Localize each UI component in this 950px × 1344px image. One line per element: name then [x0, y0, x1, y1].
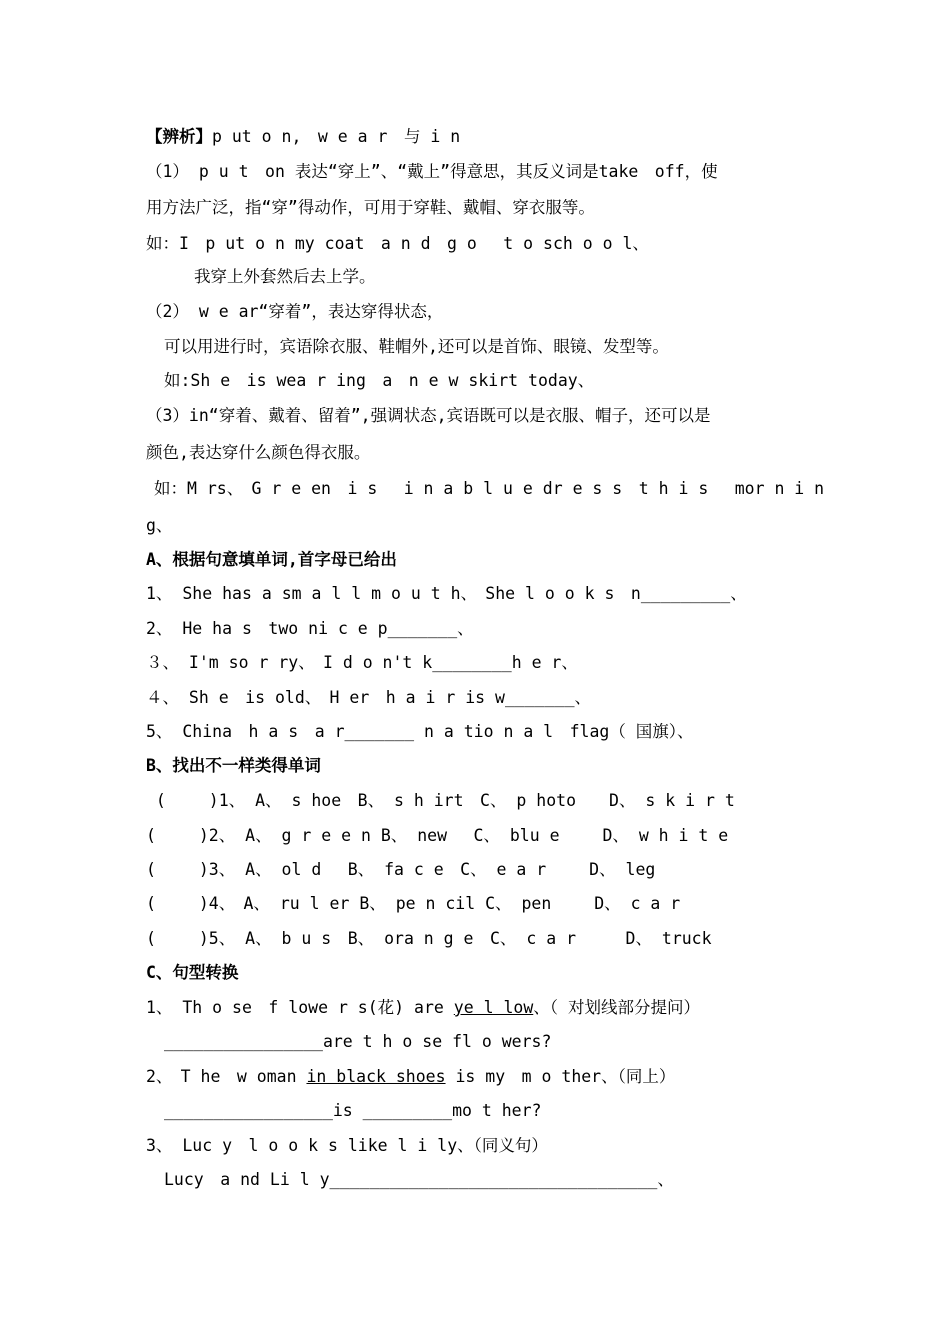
section-c-heading: C、句型转换: [146, 963, 239, 982]
section-b-item-2: ( )2、 A、 g r e e n B、 new C、 blu e D、 w h i t e: [146, 826, 729, 845]
section-b-heading: B、找出不一样类得单词: [146, 756, 321, 775]
example3-line2: g、: [146, 516, 173, 535]
section-c-question-2: [146, 1066, 675, 1088]
p3-line2: 颜色,表达穿什么颜色得衣服。: [146, 443, 371, 462]
section-c-answer-1: ________________are t h o se fl o wers?: [164, 1032, 552, 1051]
q2-instruction: is my m o ther、（同上）: [445, 1067, 676, 1086]
p1-line1: （1） p u t on 表达“穿上”、“戴上”得意思，其反义词是take off，使: [146, 162, 718, 181]
section-c-question-3: 3、 Luc y l o o k s like l i ly、（同义句）: [146, 1136, 548, 1155]
analysis-title: 【辨析】: [146, 127, 212, 146]
q1-instruction: 、（ 对划线部分提问）: [533, 998, 700, 1017]
section-a-item-3: ３、 I'm so r ry、 I d o n't k________h e r、: [146, 653, 578, 672]
q1-underlined: ye l low: [453, 998, 534, 1017]
q2-underlined: in black shoes: [306, 1067, 446, 1086]
analysis-title-rest: p ut o n, w e a r 与 i n: [212, 127, 461, 146]
section-a-heading: A、根据句意填单词,首字母已给出: [146, 550, 397, 569]
p3-line1: （3）in“穿着、戴着、留着”,强调状态,宾语既可以是衣服、帽子，还可以是: [146, 406, 711, 425]
section-a-item-5: 5、 China h a s a r_______ n a tio n a l flag（ 国旗）、: [146, 722, 694, 741]
section-b-item-1: ( )1、 A、 s hoe B、 s h irt C、 p hoto D、 s k i r t: [146, 791, 735, 810]
p2-line1: （2） w e ar“穿着”，表达穿得状态，: [146, 302, 444, 321]
section-b-item-5: ( )5、 A、 b u s B、 ora n g e C、 c a r D、 truck: [146, 929, 712, 948]
section-c-question-1: [146, 997, 700, 1019]
analysis-heading: [146, 126, 460, 148]
p1-line2: 用方法广泛，指“穿”得动作，可用于穿鞋、戴帽、穿衣服等。: [146, 198, 595, 217]
section-b-item-3: ( )3、 A、 ol d B、 fa c e C、 e a r D、 leg: [146, 860, 656, 879]
section-c-answer-2: _________________is _________mo t her?: [164, 1101, 542, 1120]
section-a-item-1: 1、 She has a sm a l l m o u t h、 She l o o k s n_________、: [146, 584, 747, 603]
example3-line1: 如：M rs、 G r e en i s i n a b l u e dr e s s t h i s mor n i n: [154, 479, 825, 498]
example1-line2: 我穿上外套然后去上学。: [194, 267, 376, 286]
section-a-item-4: ４、 Sh e is old、 H er h a i r is w_______、: [146, 688, 592, 707]
q1-text: 1、 Th o se f lowe r s(花) are: [146, 998, 454, 1017]
example1-line1: 如：I p ut o n my coat a n d g o t o sch o o l、: [146, 234, 649, 253]
section-a-item-2: 2、 He ha s two ni c e p_______、: [146, 619, 474, 638]
section-b-item-4: ( )4、 A、 ru l er B、 pe n cil C、 pen D、 c a r: [146, 894, 681, 913]
example2: 如:Sh e is wea r ing a n e w skirt today、: [164, 371, 595, 390]
section-c-answer-3: Lucy a nd Li l y_________________________________、: [164, 1170, 674, 1189]
p2-line2: 可以用进行时，宾语除衣服、鞋帽外,还可以是首饰、眼镜、发型等。: [164, 337, 669, 356]
q2-text: 2、 T he w oman: [146, 1067, 307, 1086]
